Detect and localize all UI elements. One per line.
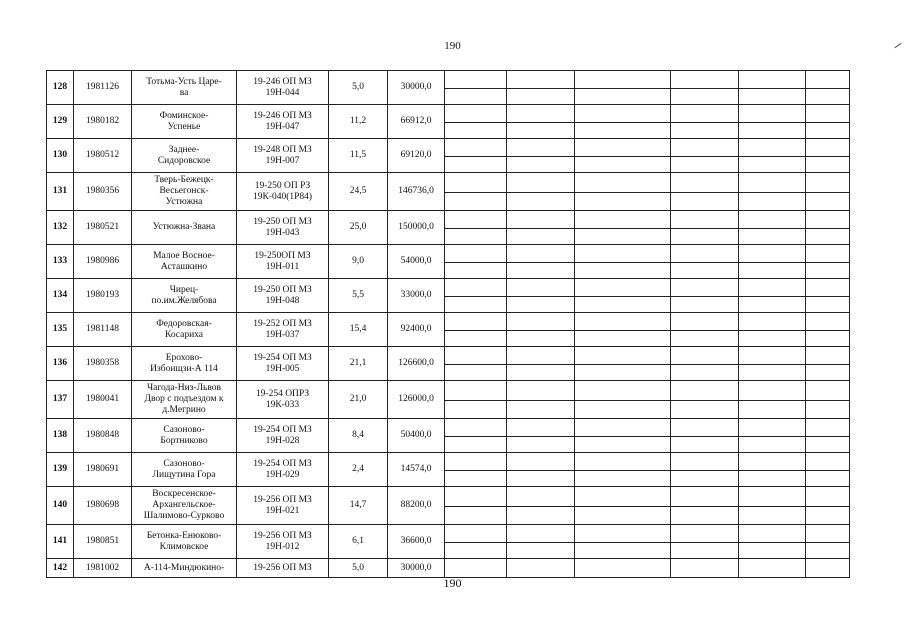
table-row xyxy=(47,453,850,487)
road-register-table xyxy=(46,70,850,578)
empty-cell xyxy=(507,245,575,279)
empty-cell xyxy=(806,525,850,559)
row-number-cell: 131 xyxy=(47,173,74,211)
empty-cell xyxy=(739,525,806,559)
road-id-cell: 19-250 ОП МЗ 19Н-048 xyxy=(237,279,329,313)
row-number-cell: 133 xyxy=(47,245,74,279)
table-row xyxy=(47,525,850,559)
empty-cell xyxy=(671,313,739,347)
table-row xyxy=(47,559,850,578)
road-name-cell: Чирец- по.им.Желябова xyxy=(132,279,237,313)
empty-cell xyxy=(739,105,806,139)
empty-cell xyxy=(806,381,850,419)
empty-cell xyxy=(806,453,850,487)
empty-cell xyxy=(671,245,739,279)
empty-cell xyxy=(806,419,850,453)
road-length-cell: 11,5 xyxy=(329,139,388,173)
road-cost-cell: 54000,0 xyxy=(388,245,445,279)
road-length-cell: 5,5 xyxy=(329,279,388,313)
table-row xyxy=(47,419,850,453)
empty-cell xyxy=(739,487,806,525)
road-code-cell: 1981148 xyxy=(74,313,132,347)
road-code-cell: 1980358 xyxy=(74,347,132,381)
road-name-cell: Сазоново- Лищутина Гора xyxy=(132,453,237,487)
road-length-cell: 11,2 xyxy=(329,105,388,139)
empty-cell xyxy=(671,139,739,173)
road-name-cell: Воскресенское- Архангельское- Шалимово-Сурково xyxy=(132,487,237,525)
table-row xyxy=(47,279,850,313)
empty-cell xyxy=(445,139,507,173)
empty-cell xyxy=(507,71,575,105)
table-row xyxy=(47,347,850,381)
road-code-cell: 1980041 xyxy=(74,381,132,419)
empty-cell xyxy=(445,347,507,381)
road-cost-cell: 30000,0 xyxy=(388,71,445,105)
empty-cell xyxy=(445,313,507,347)
road-cost-cell: 92400,0 xyxy=(388,313,445,347)
road-length-cell: 5,0 xyxy=(329,71,388,105)
empty-cell xyxy=(671,105,739,139)
road-name-cell: Тотьма-Усть Царе- ва xyxy=(132,71,237,105)
empty-cell xyxy=(445,71,507,105)
row-number-cell: 142 xyxy=(47,559,74,578)
empty-cell xyxy=(806,347,850,381)
empty-cell xyxy=(575,381,671,419)
table-row xyxy=(47,211,850,245)
road-id-cell: 19-248 ОП МЗ 19Н-007 xyxy=(237,139,329,173)
empty-cell xyxy=(739,453,806,487)
empty-cell xyxy=(575,313,671,347)
empty-cell xyxy=(507,105,575,139)
road-name-cell: Бетонка-Енюково- Климовское xyxy=(132,525,237,559)
empty-cell xyxy=(575,173,671,211)
table-row xyxy=(47,105,850,139)
row-number-cell: 138 xyxy=(47,419,74,453)
road-code-cell: 1980512 xyxy=(74,139,132,173)
empty-cell xyxy=(806,211,850,245)
road-cost-cell: 14574,0 xyxy=(388,453,445,487)
road-id-cell: 19-254 ОП МЗ 19Н-029 xyxy=(237,453,329,487)
road-length-cell: 24,5 xyxy=(329,173,388,211)
road-name-cell: Тверь-Бежецк- Весьегонск- Устюжна xyxy=(132,173,237,211)
empty-cell xyxy=(575,419,671,453)
road-length-cell: 2,4 xyxy=(329,453,388,487)
road-id-cell: 19-256 ОП МЗ xyxy=(237,559,329,578)
road-cost-cell: 30000,0 xyxy=(388,559,445,578)
empty-cell xyxy=(806,139,850,173)
empty-cell xyxy=(445,419,507,453)
road-cost-cell: 66912,0 xyxy=(388,105,445,139)
empty-cell xyxy=(575,487,671,525)
empty-cell xyxy=(575,279,671,313)
row-number-cell: 140 xyxy=(47,487,74,525)
empty-cell xyxy=(575,71,671,105)
row-number-cell: 132 xyxy=(47,211,74,245)
road-code-cell: 1980691 xyxy=(74,453,132,487)
empty-cell xyxy=(575,559,671,578)
empty-cell xyxy=(806,173,850,211)
row-number-cell: 136 xyxy=(47,347,74,381)
empty-cell xyxy=(445,245,507,279)
empty-cell xyxy=(806,559,850,578)
road-length-cell: 21,1 xyxy=(329,347,388,381)
empty-cell xyxy=(671,381,739,419)
empty-cell xyxy=(445,559,507,578)
table-row xyxy=(47,313,850,347)
road-id-cell: 19-250 ОП РЗ 19К-040(1Р84) xyxy=(237,173,329,211)
empty-cell xyxy=(445,381,507,419)
table-row xyxy=(47,487,850,525)
empty-cell xyxy=(806,279,850,313)
empty-cell xyxy=(739,559,806,578)
empty-cell xyxy=(445,279,507,313)
empty-cell xyxy=(739,347,806,381)
road-id-cell: 19-250ОП МЗ 19Н-011 xyxy=(237,245,329,279)
row-number-cell: 128 xyxy=(47,71,74,105)
empty-cell xyxy=(739,71,806,105)
empty-cell xyxy=(575,245,671,279)
road-code-cell: 1981126 xyxy=(74,71,132,105)
empty-cell xyxy=(507,525,575,559)
empty-cell xyxy=(671,453,739,487)
empty-cell xyxy=(445,105,507,139)
empty-cell xyxy=(739,381,806,419)
empty-cell xyxy=(507,313,575,347)
road-id-cell: 19-246 ОП МЗ 19Н-044 xyxy=(237,71,329,105)
road-code-cell: 1980986 xyxy=(74,245,132,279)
road-cost-cell: 150000,0 xyxy=(388,211,445,245)
road-id-cell: 19-246 ОП МЗ 19Н-047 xyxy=(237,105,329,139)
empty-cell xyxy=(575,453,671,487)
empty-cell xyxy=(671,487,739,525)
row-number-cell: 139 xyxy=(47,453,74,487)
road-code-cell: 1980182 xyxy=(74,105,132,139)
road-length-cell: 21,0 xyxy=(329,381,388,419)
road-name-cell: Ерохово- Избоищзи-А 114 xyxy=(132,347,237,381)
empty-cell xyxy=(806,71,850,105)
road-length-cell: 15,4 xyxy=(329,313,388,347)
row-number-cell: 130 xyxy=(47,139,74,173)
empty-cell xyxy=(739,139,806,173)
page-number-bottom: 190 xyxy=(443,576,462,590)
table-row xyxy=(47,381,850,419)
road-length-cell: 14,7 xyxy=(329,487,388,525)
road-length-cell: 5,0 xyxy=(329,559,388,578)
road-name-cell: Устюжна-Звана xyxy=(132,211,237,245)
road-code-cell: 1980848 xyxy=(74,419,132,453)
empty-cell xyxy=(507,139,575,173)
road-cost-cell: 126600,0 xyxy=(388,347,445,381)
road-name-cell: Федоровская- Косариха xyxy=(132,313,237,347)
road-name-cell: Фоминское- Успенье xyxy=(132,105,237,139)
road-cost-cell: 69120,0 xyxy=(388,139,445,173)
row-number-cell: 135 xyxy=(47,313,74,347)
road-length-cell: 9,0 xyxy=(329,245,388,279)
empty-cell xyxy=(671,173,739,211)
row-number-cell: 141 xyxy=(47,525,74,559)
road-cost-cell: 36600,0 xyxy=(388,525,445,559)
road-cost-cell: 126000,0 xyxy=(388,381,445,419)
road-id-cell: 19-254 ОПРЗ 19К-033 xyxy=(237,381,329,419)
row-number-cell: 137 xyxy=(47,381,74,419)
empty-cell xyxy=(507,279,575,313)
empty-cell xyxy=(445,525,507,559)
empty-cell xyxy=(739,419,806,453)
empty-cell xyxy=(507,173,575,211)
empty-cell xyxy=(507,211,575,245)
road-name-cell: Сазоново- Бортниково xyxy=(132,419,237,453)
table-row xyxy=(47,71,850,105)
road-id-cell: 19-252 ОП МЗ 19Н-037 xyxy=(237,313,329,347)
empty-cell xyxy=(671,419,739,453)
road-id-cell: 19-254 ОП МЗ 19Н-028 xyxy=(237,419,329,453)
empty-cell xyxy=(739,211,806,245)
road-id-cell: 19-256 ОП МЗ 19Н-012 xyxy=(237,525,329,559)
row-number-cell: 134 xyxy=(47,279,74,313)
road-cost-cell: 33000,0 xyxy=(388,279,445,313)
empty-cell xyxy=(507,487,575,525)
empty-cell xyxy=(671,347,739,381)
road-name-cell: Заднее- Сидоровское xyxy=(132,139,237,173)
empty-cell xyxy=(806,105,850,139)
empty-cell xyxy=(739,245,806,279)
road-cost-cell: 88200,0 xyxy=(388,487,445,525)
empty-cell xyxy=(507,347,575,381)
road-code-cell: 1981002 xyxy=(74,559,132,578)
empty-cell xyxy=(739,313,806,347)
road-length-cell: 6,1 xyxy=(329,525,388,559)
empty-cell xyxy=(671,211,739,245)
road-cost-cell: 50400,0 xyxy=(388,419,445,453)
road-length-cell: 25,0 xyxy=(329,211,388,245)
empty-cell xyxy=(445,487,507,525)
page-number-top: 190 xyxy=(444,40,461,52)
row-number-cell: 129 xyxy=(47,105,74,139)
road-name-cell: Чагода-Низ-Львов Двор с подъездом к д.Мегрино xyxy=(132,381,237,419)
empty-cell xyxy=(507,559,575,578)
table-row xyxy=(47,173,850,211)
road-cost-cell: 146736,0 xyxy=(388,173,445,211)
road-id-cell: 19-254 ОП МЗ 19Н-005 xyxy=(237,347,329,381)
empty-cell xyxy=(445,211,507,245)
empty-cell xyxy=(575,525,671,559)
table-body xyxy=(47,71,850,578)
road-code-cell: 1980193 xyxy=(74,279,132,313)
road-code-cell: 1980851 xyxy=(74,525,132,559)
empty-cell xyxy=(739,173,806,211)
empty-cell xyxy=(671,279,739,313)
road-id-cell: 19-256 ОП МЗ 19Н-021 xyxy=(237,487,329,525)
empty-cell xyxy=(507,453,575,487)
empty-cell xyxy=(575,139,671,173)
empty-cell xyxy=(671,559,739,578)
empty-cell xyxy=(671,71,739,105)
empty-cell xyxy=(507,419,575,453)
road-id-cell: 19-250 ОП МЗ 19Н-043 xyxy=(237,211,329,245)
empty-cell xyxy=(445,453,507,487)
empty-cell xyxy=(575,105,671,139)
table-row xyxy=(47,245,850,279)
empty-cell xyxy=(671,525,739,559)
empty-cell xyxy=(507,381,575,419)
road-length-cell: 8,4 xyxy=(329,419,388,453)
road-code-cell: 1980356 xyxy=(74,173,132,211)
empty-cell xyxy=(445,173,507,211)
empty-cell xyxy=(739,279,806,313)
empty-cell xyxy=(806,245,850,279)
road-code-cell: 1980698 xyxy=(74,487,132,525)
road-code-cell: 1980521 xyxy=(74,211,132,245)
empty-cell xyxy=(806,487,850,525)
empty-cell xyxy=(575,211,671,245)
road-name-cell: Малое Восное- Асташкино xyxy=(132,245,237,279)
road-name-cell: А-114-Миндюкино- xyxy=(132,559,237,578)
table-row xyxy=(47,139,850,173)
empty-cell xyxy=(806,313,850,347)
empty-cell xyxy=(575,347,671,381)
